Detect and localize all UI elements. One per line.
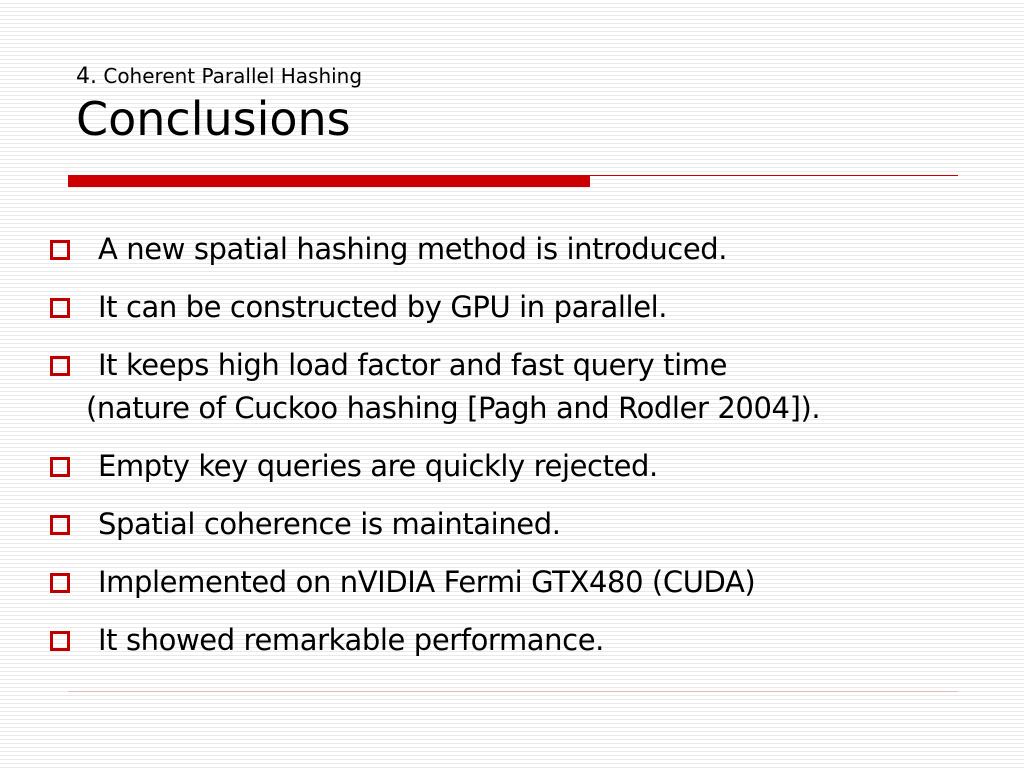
list-item xyxy=(48,445,1018,488)
list-item xyxy=(48,619,1018,662)
list-item xyxy=(48,561,1018,604)
bullet-text: Spatial coherence is maintained. xyxy=(98,507,561,541)
title-area xyxy=(76,64,956,145)
section-number: 4. xyxy=(76,64,97,89)
bullet-text: A new spatial hashing method is introduced. xyxy=(98,232,728,266)
square-bullet-icon xyxy=(50,631,70,651)
square-bullet-icon xyxy=(50,515,70,535)
list-item xyxy=(48,286,1018,329)
square-bullet-icon xyxy=(50,240,70,260)
divider-thin-line xyxy=(590,175,958,176)
subtitle-text: Coherent Parallel Hashing xyxy=(103,64,363,88)
bullet-text-continuation: (nature of Cuckoo hashing [Pagh and Rodler 2004]). xyxy=(86,391,821,425)
divider-red-bar xyxy=(68,175,590,187)
list-item xyxy=(48,228,1018,271)
page-title: Conclusions xyxy=(76,92,351,146)
square-bullet-icon xyxy=(50,573,70,593)
bullet-text: Implemented on nVIDIA Fermi GTX480 (CUDA) xyxy=(98,565,756,599)
bullet-list xyxy=(48,228,1018,677)
square-bullet-icon xyxy=(50,298,70,318)
footer-divider xyxy=(68,691,958,692)
list-item xyxy=(48,503,1018,546)
bullet-text: Empty key queries are quickly rejected. xyxy=(98,449,658,483)
square-bullet-icon xyxy=(50,356,70,376)
square-bullet-icon xyxy=(50,457,70,477)
bullet-text: It showed remarkable performance. xyxy=(98,623,604,657)
list-item xyxy=(48,344,1018,430)
bullet-text: It keeps high load factor and fast query time xyxy=(98,348,728,382)
slide-subtitle xyxy=(76,64,956,89)
title-divider xyxy=(68,175,958,187)
bullet-text: It can be constructed by GPU in parallel. xyxy=(98,290,668,324)
